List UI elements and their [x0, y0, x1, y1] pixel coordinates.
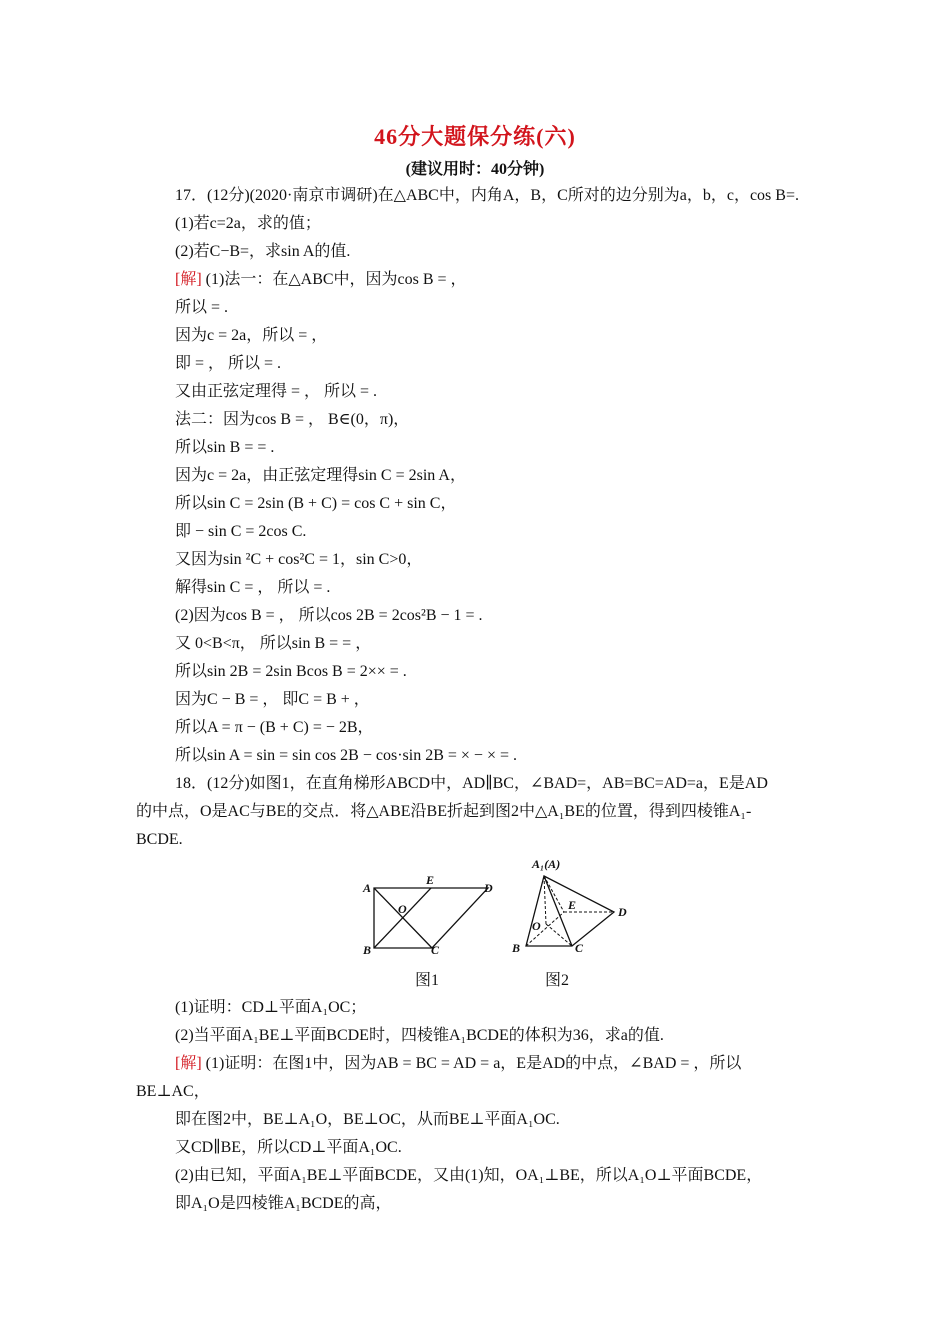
solution-18-line: 又CD∥BE，所以CD⊥平面A₁OC. — [175, 1139, 402, 1156]
solution-17-line: 所以sin 2B = 2sin Bcos B = 2×× = . — [175, 663, 407, 680]
fig1-label-c: C — [431, 943, 440, 957]
solution-17-line: 所以A = π − (B + C) = − 2B， — [175, 719, 374, 736]
solution-17-line: 又 0<B<π， 所以sin B = = ， — [175, 635, 372, 652]
fig1-label-d: D — [484, 881, 493, 895]
fig1-label-o: O — [398, 902, 407, 916]
solution-17-line: 因为c = 2a，所以 = ， — [175, 327, 328, 344]
solution-17-line: 解得sin C = ， 所以 = . — [175, 579, 331, 596]
figure-1-trapezoid — [360, 872, 500, 958]
problem-18-statement: 18．(12分)如图1，在直角梯形ABCD中，AD∥BC，∠BAD=，AB=BC=AD=a，E是AD — [175, 775, 768, 792]
figure-2-caption: 图2 — [545, 972, 570, 989]
solution-17-line: 因为c = 2a，由正弦定理得sin C = 2sin A， — [175, 467, 466, 484]
figure-1-caption: 图1 — [415, 972, 440, 989]
solution-tag: [解] — [175, 1055, 202, 1072]
page-subtitle: (建议用时：40分钟) — [405, 161, 545, 178]
solution-18-line: 即A₁O是四棱锥A₁BCDE的高， — [175, 1195, 392, 1212]
solution-17-line: 法二：因为cos B = ， B∈(0，π)， — [175, 411, 410, 428]
fig1-label-e: E — [426, 873, 435, 887]
problem-17-part1: (1)若c=2a，求的值； — [175, 215, 321, 232]
solution-17-line: 所以sin C = 2sin (B + C) = cos C + sin C， — [175, 495, 457, 512]
fig2-label-a1: A₁(A) — [532, 857, 561, 871]
solution-18-line: [解] (1)证明：在图1中，因为AB = BC = AD = a，E是AD的中点，∠BAD = ，所以 — [175, 1055, 742, 1072]
fig2-label-d: D — [618, 905, 627, 919]
fig1-label-a: A — [363, 881, 372, 895]
problem-18-part2: (2)当平面A₁BE⊥平面BCDE时，四棱锥A₁BCDE的体积为36，求a的值. — [175, 1027, 664, 1044]
solution-17-line: 因为C − B = ， 即C = B + ， — [175, 691, 370, 708]
solution-17-line: 所以sin A = sin = sin cos 2B − cos·sin 2B = × − × = . — [175, 747, 517, 764]
solution-17-line: 所以 = . — [175, 299, 229, 316]
solution-18-line: BE⊥AC， — [136, 1083, 210, 1100]
fig2-label-e: E — [568, 898, 577, 912]
solution-17-line: 又由正弦定理得 = ， 所以 = . — [175, 383, 378, 400]
fig1-label-b: B — [363, 943, 372, 957]
fig2-label-b: B — [512, 941, 521, 955]
fig2-label-c: C — [575, 941, 584, 955]
fig2-label-o: O — [532, 919, 541, 933]
solution-17-line: (2)因为cos B = ， 所以cos 2B = 2cos²B − 1 = . — [175, 607, 483, 624]
problem-18-statement: 的中点，O是AC与BE的交点．将△ABE沿BE折起到图2中△A₁BE的位置，得到四棱锥A₁- — [136, 803, 752, 820]
solution-17-line: 又因为sin ²C + cos²C = 1，sin C>0， — [175, 551, 423, 568]
solution-17-line: 即 = ， 所以 = . — [175, 355, 282, 372]
problem-18-statement: BCDE. — [136, 831, 183, 848]
solution-17-line: 所以sin B = = . — [175, 439, 275, 456]
solution-17-line: 即 − sin C = 2cos C. — [175, 523, 307, 540]
page-title: 46分大题保分练(六) — [374, 124, 576, 149]
problem-17-part2: (2)若C−B=，求sin A的值. — [175, 243, 351, 260]
solution-tag: [解] — [175, 271, 202, 288]
problem-18-part1: (1)证明：CD⊥平面A₁OC； — [175, 999, 367, 1016]
solution-18-line: 即在图2中，BE⊥A₁O，BE⊥OC，从而BE⊥平面A₁OC. — [175, 1111, 560, 1128]
figure-2-pyramid — [508, 854, 632, 958]
solution-17-line: [解] (1)法一：在△ABC中，因为cos B = ， — [175, 271, 467, 288]
solution-18-line: (2)由已知，平面A₁BE⊥平面BCDE，又由(1)知，OA₁⊥BE，所以A₁O⊥平面BCDE， — [175, 1167, 763, 1184]
problem-17-statement: 17．(12分)(2020·南京市调研)在△ABC中，内角A，B，C所对的边分别为a，b，c，cos B=. — [175, 187, 799, 204]
